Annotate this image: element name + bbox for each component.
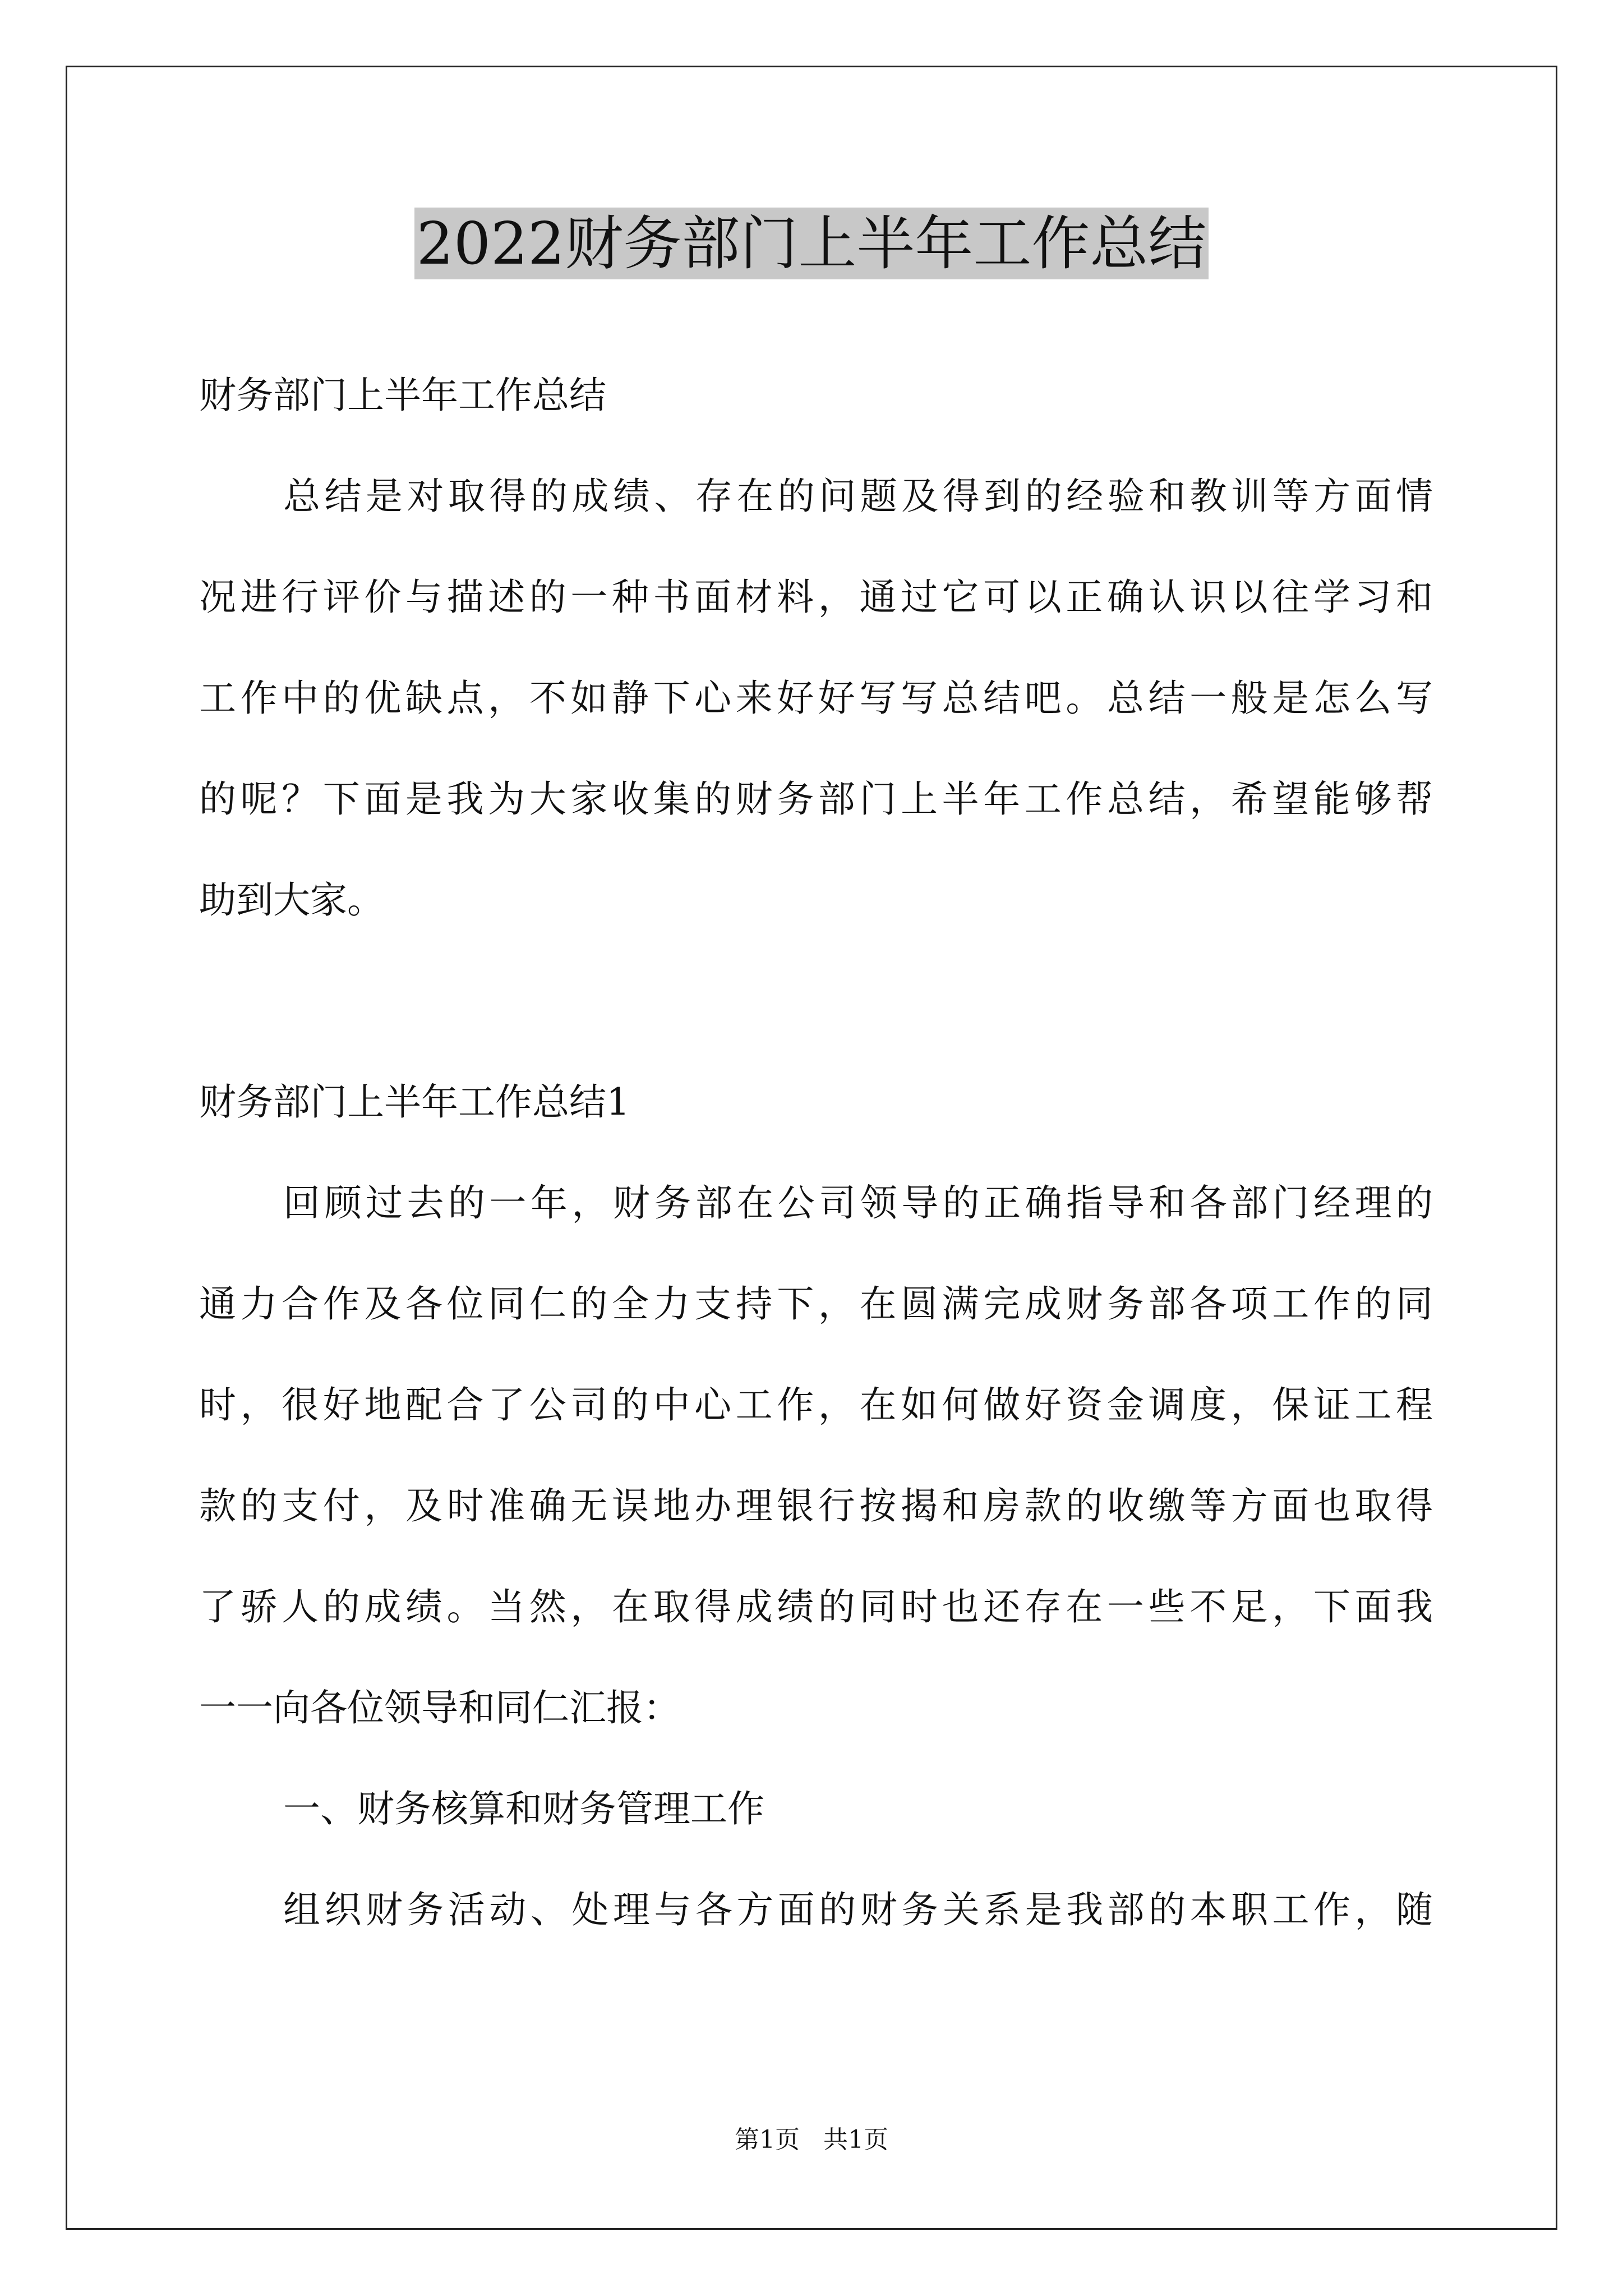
intro-line: 工作中的优缺点，不如静下心来好好写写总结吧。总结一般是怎么写 <box>199 677 1433 720</box>
document-subtitle: 财务部门上半年工作总结 <box>199 374 606 417</box>
page-footer <box>0 2123 1623 2157</box>
page-number-total: 共1页 <box>823 2125 888 2154</box>
title-container <box>0 208 1623 279</box>
section-heading: 财务部门上半年工作总结1 <box>199 1080 630 1124</box>
intro-line: 助到大家。 <box>199 878 384 922</box>
section-line: 一一向各位领导和同仁汇报： <box>199 1686 680 1729</box>
section-line: 回顾过去的一年，财务部在公司领导的正确指导和各部门经理的 <box>283 1181 1433 1225</box>
paragraph-gap <box>199 951 1433 1052</box>
intro-line: 的呢？下面是我为大家收集的财务部门上半年工作总结，希望能够帮 <box>199 777 1433 821</box>
subsection-heading: 一、财务核算和财务管理工作 <box>283 1787 764 1830</box>
intro-line: 总结是对取得的成绩、存在的问题及得到的经验和教训等方面情 <box>283 475 1433 518</box>
section-line: 款的支付，及时准确无误地办理银行按揭和房款的收缴等方面也取得 <box>199 1484 1433 1527</box>
section-line: 通力合作及各位同仁的全力支持下，在圆满完成财务部各项工作的同 <box>199 1282 1433 1326</box>
document-body <box>199 345 1433 1961</box>
document-title: 2022财务部门上半年工作总结 <box>414 208 1209 279</box>
page-number-current: 第1页 <box>735 2125 800 2154</box>
intro-line: 况进行评价与描述的一种书面材料，通过它可以正确认识以往学习和 <box>199 576 1433 619</box>
section-line: 时，很好地配合了公司的中心工作，在如何做好资金调度，保证工程 <box>199 1383 1433 1427</box>
subsection-line: 组织财务活动、处理与各方面的财务关系是我部的本职工作，随 <box>283 1888 1433 1931</box>
section-line: 了骄人的成绩。当然，在取得成绩的同时也还存在一些不足，下面我 <box>199 1585 1433 1628</box>
